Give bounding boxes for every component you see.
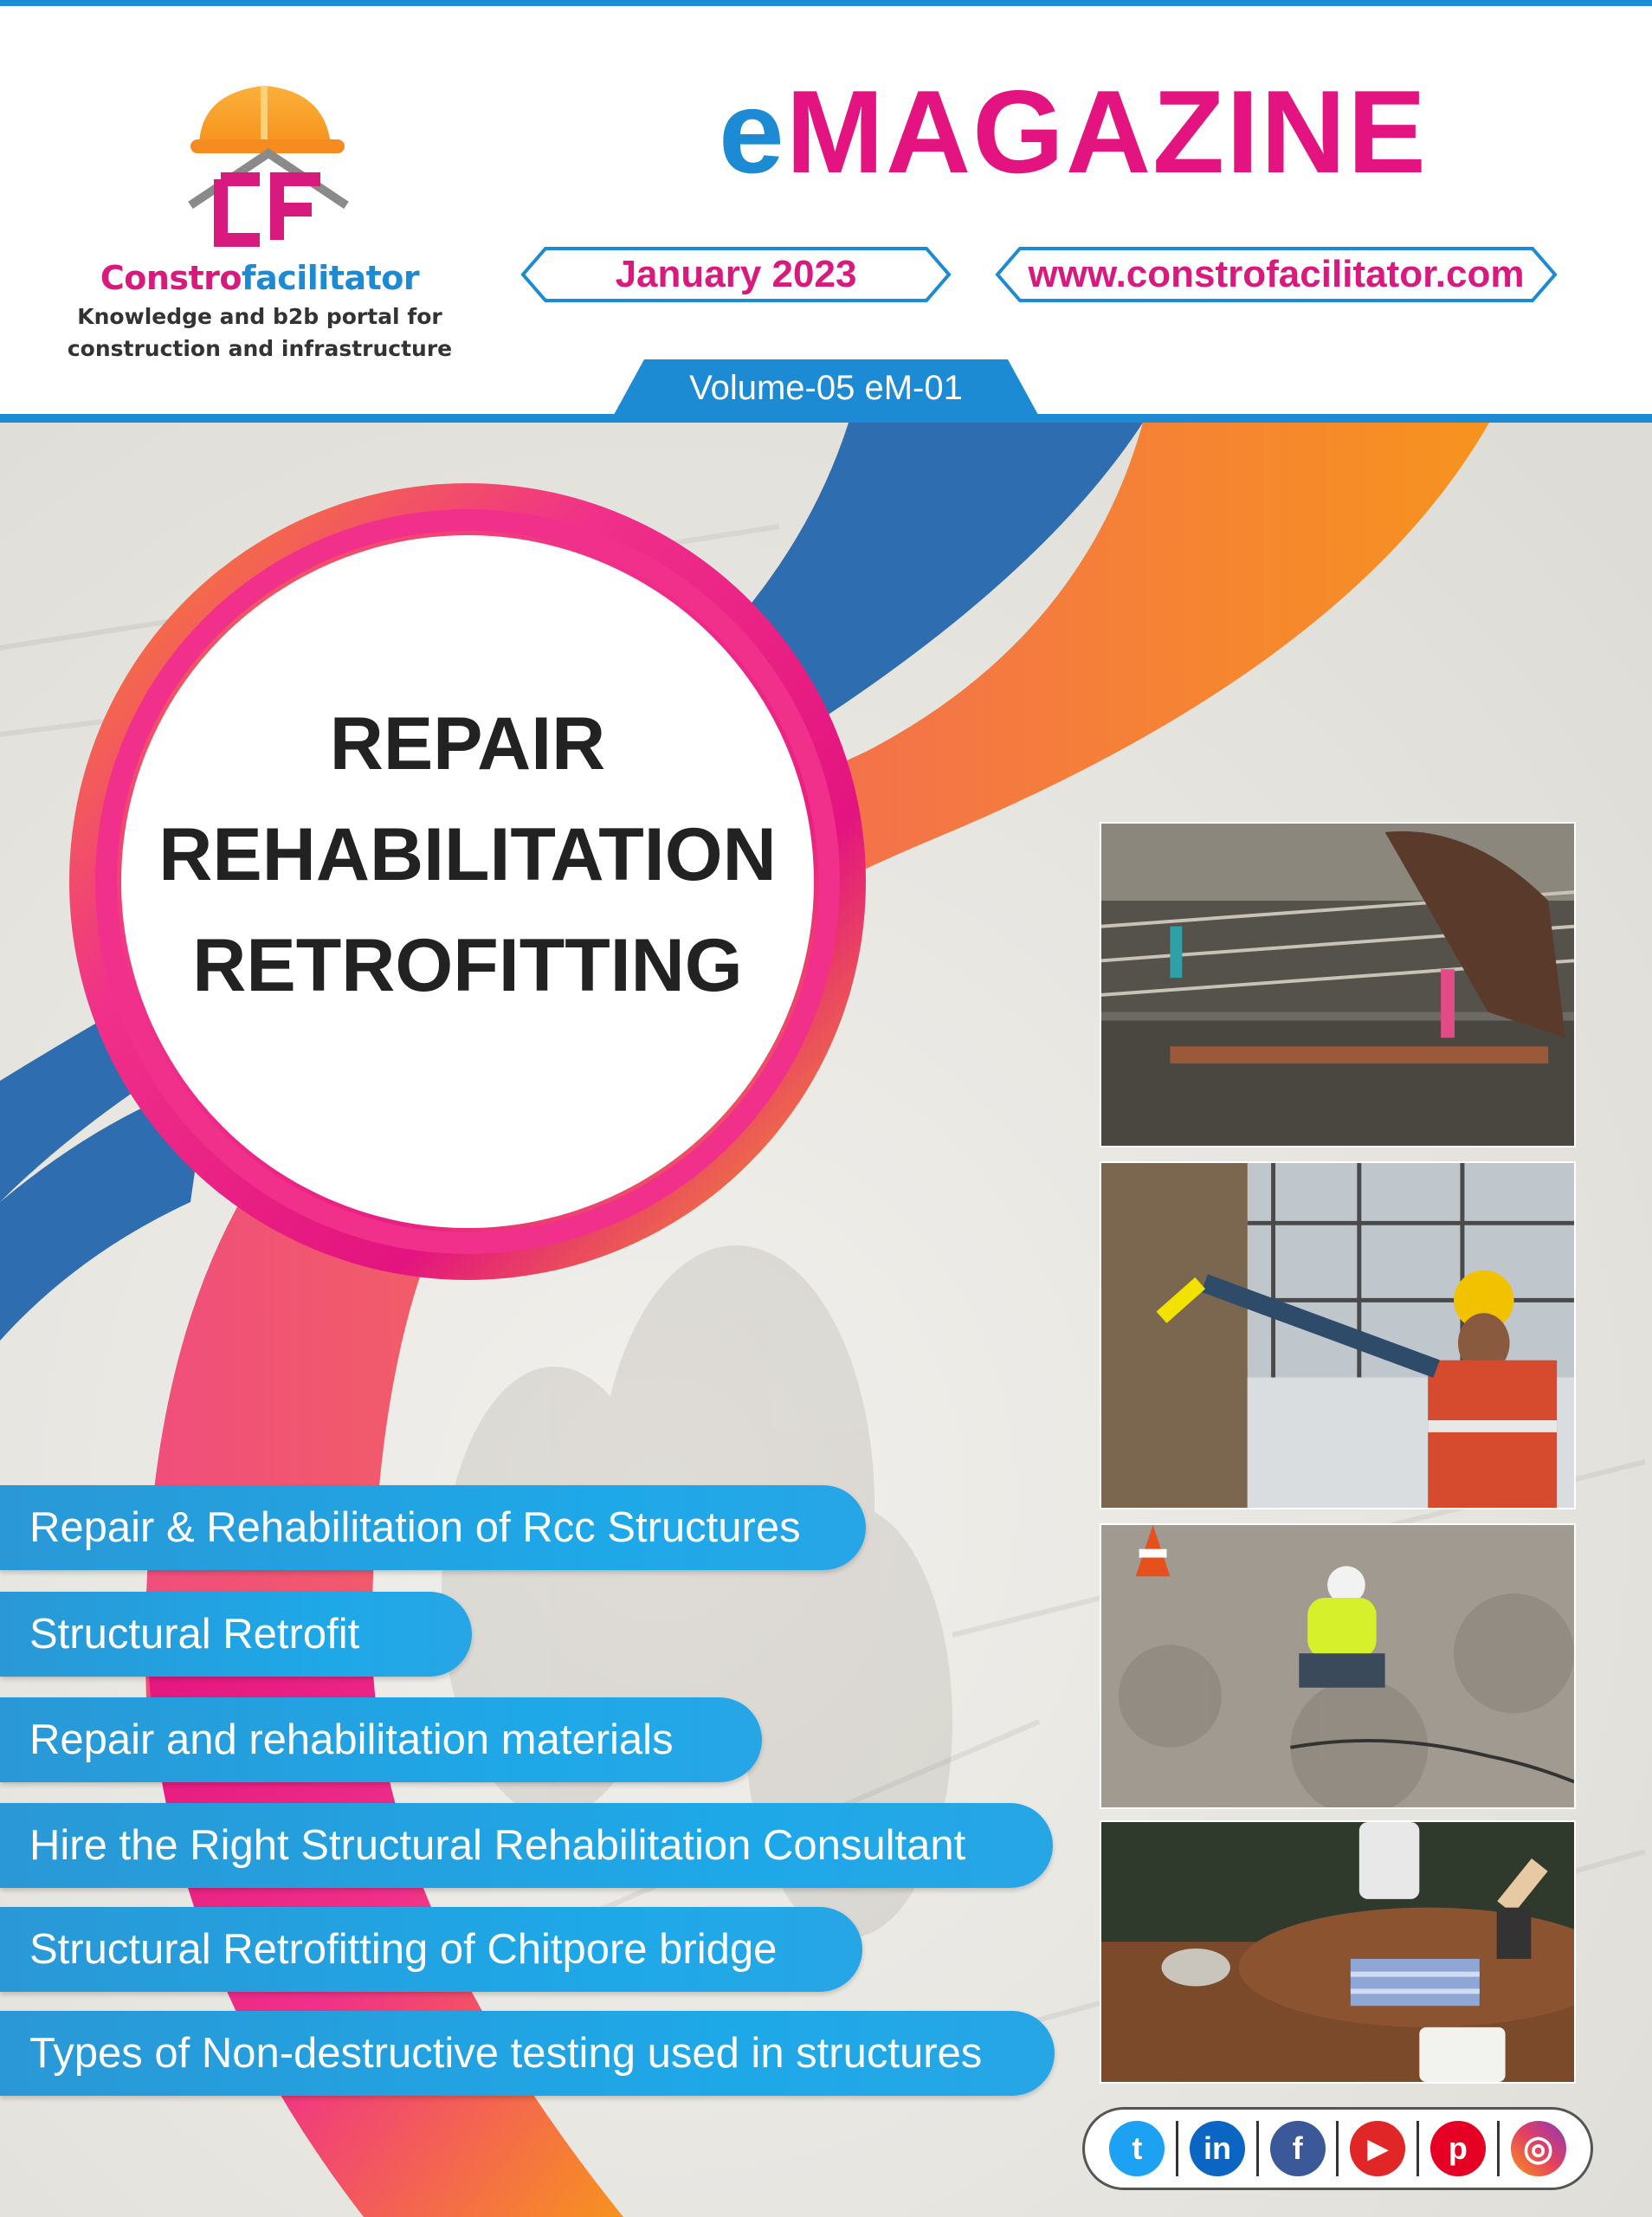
- topic-banner[interactable]: Structural Retrofit: [0, 1592, 472, 1677]
- instagram-icon[interactable]: ◎: [1511, 2121, 1566, 2176]
- cover-headline: REPAIR REHABILITATION RETROFITTING: [158, 702, 777, 1007]
- pinterest-icon[interactable]: p: [1430, 2121, 1486, 2176]
- topic-banner[interactable]: Hire the Right Structural Rehabilitation Consultant: [0, 1803, 1053, 1888]
- twitter-icon[interactable]: t: [1109, 2121, 1165, 2176]
- brand-name: Constrofacilitator: [100, 259, 420, 297]
- constrofacilitator-logo: [182, 67, 355, 253]
- divider: [1176, 2121, 1178, 2176]
- website-link[interactable]: www.constrofacilitator.com: [994, 245, 1558, 304]
- photo-column-worker: [1100, 1161, 1576, 1509]
- brand-tagline: Knowledge and b2b portal for construction and infrastructure: [67, 304, 453, 361]
- photo-pavement-repair: [1100, 1523, 1576, 1809]
- magazine-title: eMAGAZINE: [719, 66, 1428, 197]
- divider: [1256, 2121, 1259, 2176]
- photo-coating-application: [1100, 1820, 1576, 2084]
- divider: [1497, 2121, 1500, 2176]
- photo-crack-injection: [1100, 822, 1576, 1147]
- topic-banner[interactable]: Repair & Rehabilitation of Rcc Structures: [0, 1485, 866, 1570]
- top-rule: [0, 0, 1652, 6]
- volume-tab: Volume-05 eM-01: [610, 359, 1042, 423]
- social-links-bar: [1082, 2107, 1593, 2190]
- header: [0, 6, 1652, 413]
- linkedin-icon[interactable]: in: [1190, 2121, 1245, 2176]
- cover-hero: [0, 423, 1652, 2217]
- youtube-icon[interactable]: ▶: [1350, 2121, 1405, 2176]
- topic-banner[interactable]: Repair and rehabilitation materials: [0, 1697, 762, 1782]
- topic-banner[interactable]: Types of Non-destructive testing used in structures: [0, 2011, 1055, 2096]
- topic-banner[interactable]: Structural Retrofitting of Chitpore bridge: [0, 1907, 862, 1992]
- issue-date-badge: January 2023: [519, 245, 952, 304]
- facebook-icon[interactable]: f: [1270, 2121, 1326, 2176]
- divider: [1416, 2121, 1419, 2176]
- divider: [1336, 2121, 1339, 2176]
